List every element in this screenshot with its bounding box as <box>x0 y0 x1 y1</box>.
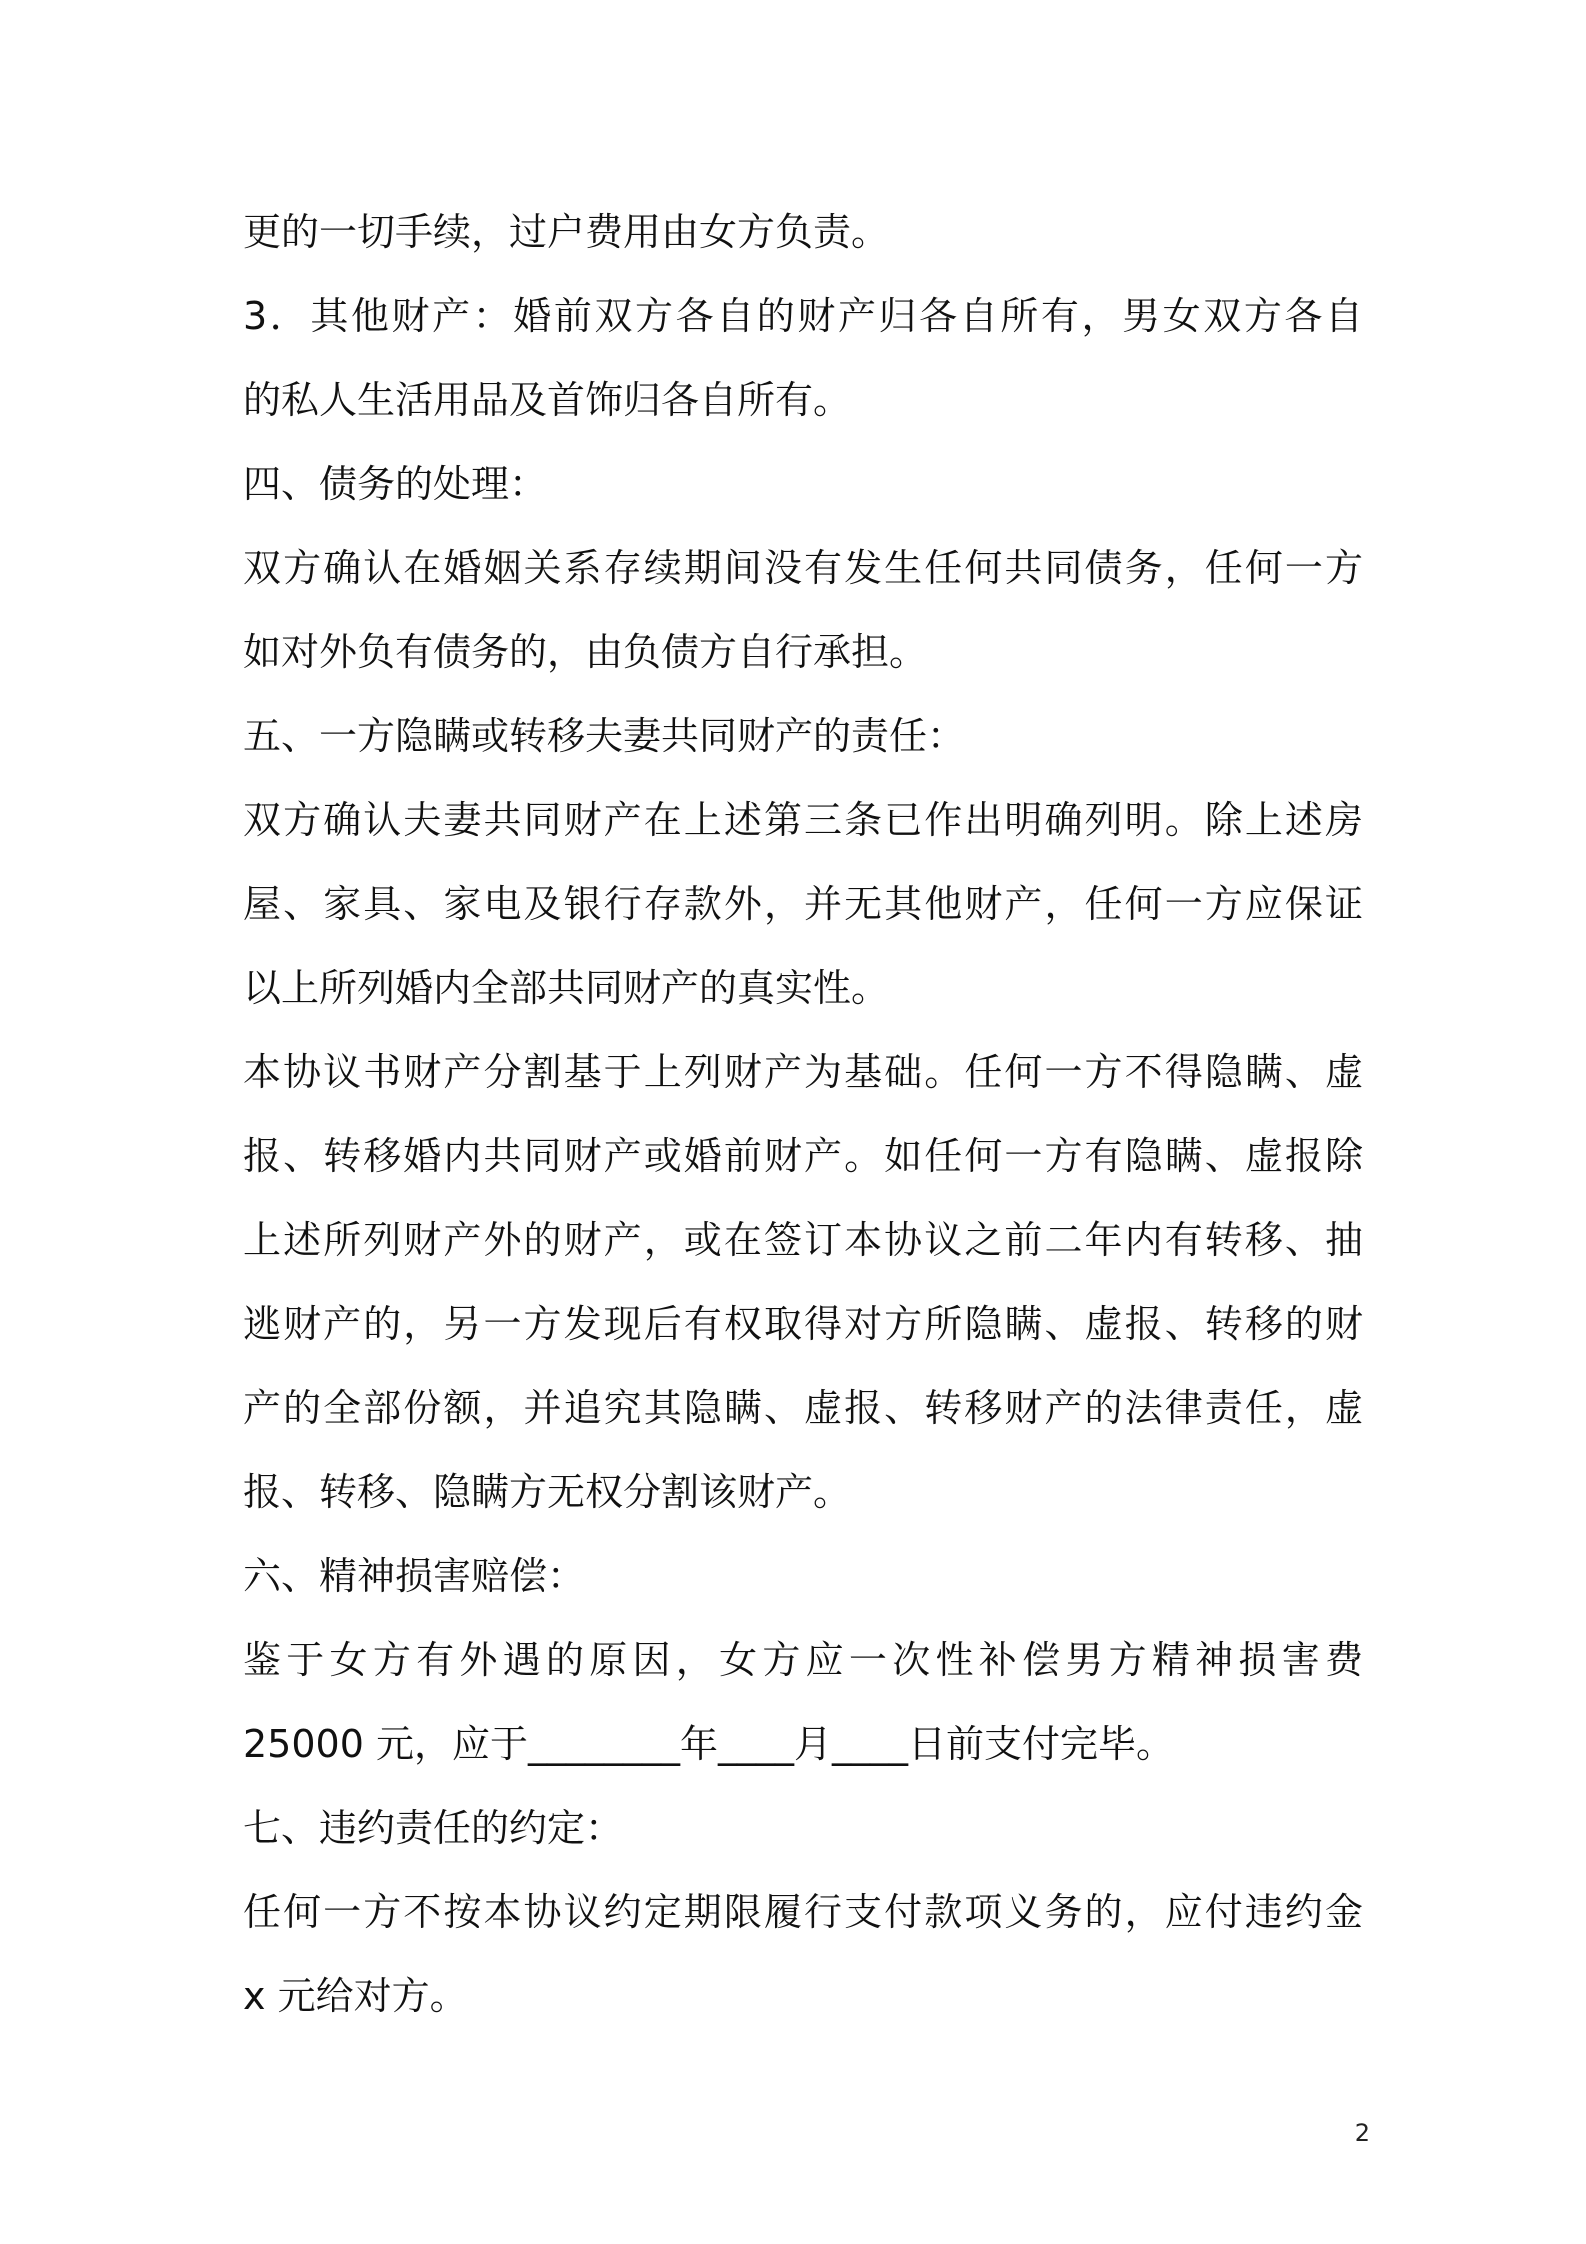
text-line: 双方确认夫妻共同财产在上述第三条已作出明确列明。除上述房 <box>243 798 1363 842</box>
text-line: 以上所列婚内全部共同财产的真实性。 <box>243 966 890 1010</box>
text-line: 双方确认在婚姻关系存续期间没有发生任何共同债务，任何一方 <box>243 546 1363 590</box>
text-line: 七、违约责任的约定： <box>243 1806 624 1850</box>
text-line: 屋、家具、家电及银行存款外，并无其他财产，任何一方应保证 <box>243 882 1363 926</box>
page-number: 2 <box>1354 2119 1370 2147</box>
text-line: 报、转移、隐瞒方无权分割该财产。 <box>243 1470 852 1514</box>
document-body <box>243 190 1363 2038</box>
text-line: 五、一方隐瞒或转移夫妻共同财产的责任： <box>243 714 966 758</box>
text-line: 报、转移婚内共同财产或婚前财产。如任何一方有隐瞒、虚报除 <box>243 1134 1363 1178</box>
text-line: 25000 元，应于________年____月____日前支付完毕。 <box>243 1722 1174 1766</box>
text-line: 六、精神损害赔偿： <box>243 1554 586 1598</box>
text-line: 的私人生活用品及首饰归各自所有。 <box>243 378 852 422</box>
text-line: 3．其他财产：婚前双方各自的财产归各自所有，男女双方各自 <box>243 294 1363 338</box>
text-line: 四、债务的处理： <box>243 462 548 506</box>
text-line: 更的一切手续，过户费用由女方负责。 <box>243 210 890 254</box>
text-line: 上述所列财产外的财产，或在签订本协议之前二年内有转移、抽 <box>243 1218 1363 1262</box>
text-line: 产的全部份额，并追究其隐瞒、虚报、转移财产的法律责任，虚 <box>243 1386 1363 1430</box>
text-line: 鉴于女方有外遇的原因，女方应一次性补偿男方精神损害费 <box>243 1638 1363 1682</box>
text-line: 逃财产的，另一方发现后有权取得对方所隐瞒、虚报、转移的财 <box>243 1302 1363 1346</box>
text-line: 任何一方不按本协议约定期限履行支付款项义务的，应付违约金 <box>243 1890 1363 1934</box>
text-line: 如对外负有债务的，由负债方自行承担。 <box>243 630 928 674</box>
text-line: 本协议书财产分割基于上列财产为基础。任何一方不得隐瞒、虚 <box>243 1050 1363 1094</box>
text-line: x 元给对方。 <box>243 1974 468 2018</box>
